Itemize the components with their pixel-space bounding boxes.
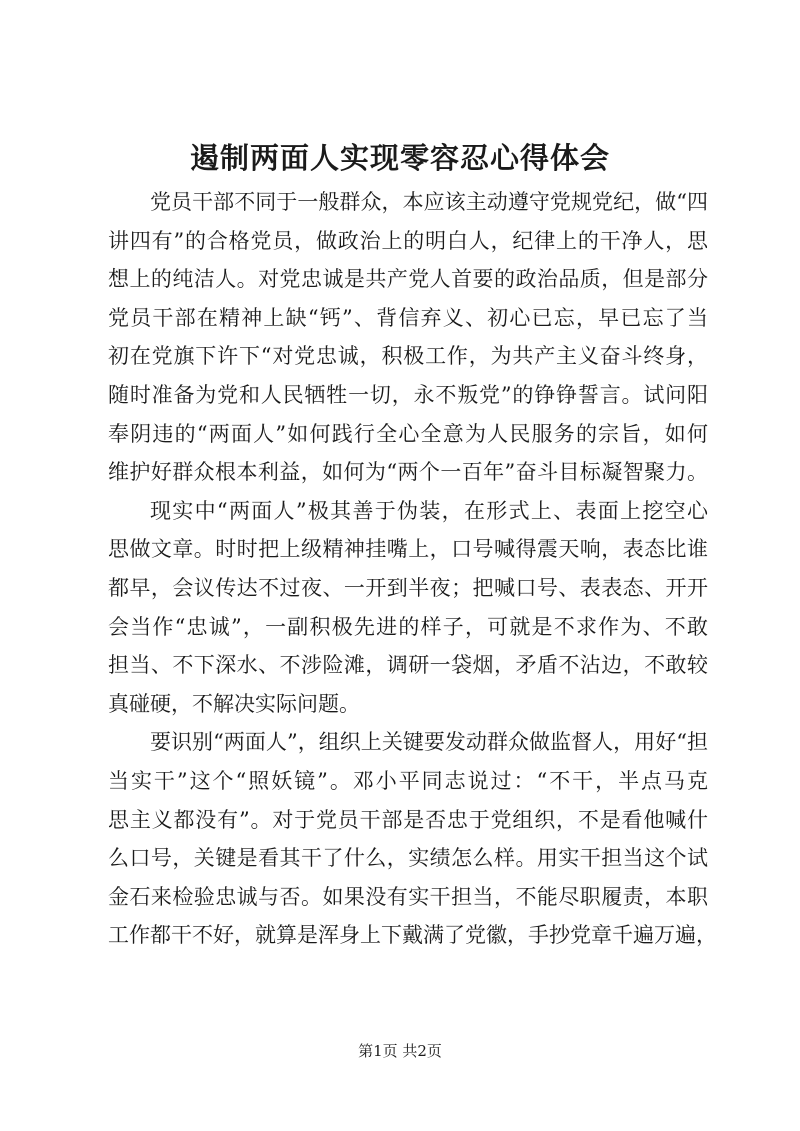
text-line: 党员干部不同于一般群众，本应该主动遵守党规党纪，做“四 xyxy=(150,190,708,214)
text-line: 思主义都没有”。对于党员干部是否忠于党组织，不是看他喊什 xyxy=(108,807,708,832)
text-line: 当实干”这个“照妖镜”。邓小平同志说过：“不干，半点马克 xyxy=(108,768,708,793)
text-line: 随时准备为党和人民牺牲一切，永不叛党”的铮铮誓言。试问阳 xyxy=(108,382,708,407)
paragraph-2 xyxy=(108,492,708,724)
text-line: 工作都干不好，就算是浑身上下戴满了党徽，手抄党章千遍万遍， xyxy=(108,923,717,948)
text-line: 想上的纯洁人。对党忠诚是共产党人首要的政治品质，但是部分 xyxy=(108,267,708,292)
text-line: 奉阴违的“两面人”如何践行全心全意为人民服务的宗旨，如何 xyxy=(108,421,708,446)
text-line: 党员干部在精神上缺“钙”、背信弃义、初心已忘，早已忘了当 xyxy=(108,305,708,330)
text-line: 现实中“两面人”极其善于伪装，在形式上、表面上挖空心 xyxy=(150,498,708,523)
text-line: 思做文章。时时把上级精神挂嘴上，口号喊得震天响，表态比谁 xyxy=(108,537,708,562)
text-line: 初在党旗下许下“对党忠诚，积极工作，为共产主义奋斗终身， xyxy=(108,344,708,369)
text-line: 都早，会议传达不过夜、一开到半夜；把喊口号、表表态、开开 xyxy=(108,575,708,600)
paragraph-1 xyxy=(108,183,708,492)
text-line: 真碰硬，不解决实际问题。 xyxy=(108,691,360,716)
document-title: 遏制两面人实现零容忍心得体会 xyxy=(189,141,610,175)
text-line: 金石来检验忠诚与否。如果没有实干担当，不能尽职履责，本职 xyxy=(108,884,708,909)
text-line: 讲四有”的合格党员，做政治上的明白人，纪律上的干净人，思 xyxy=(108,228,708,253)
text-line: 维护好群众根本利益，如何为“两个一百年”奋斗目标凝智聚力。 xyxy=(108,460,708,485)
text-line: 要识别“两面人”，组织上关键要发动群众做监督人，用好“担 xyxy=(150,730,708,755)
paragraph-3 xyxy=(108,723,717,955)
document-body xyxy=(108,183,717,955)
text-line: 么口号，关键是看其干了什么，实绩怎么样。用实干担当这个试 xyxy=(108,846,708,871)
text-line: 担当、不下深水、不涉险滩，调研一袋烟，矛盾不沾边，不敢较 xyxy=(108,653,708,678)
text-line: 会当作“忠诚”，一副积极先进的样子，可就是不求作为、不敢 xyxy=(108,614,708,639)
page-footer: 第1页 共2页 xyxy=(358,1042,442,1060)
